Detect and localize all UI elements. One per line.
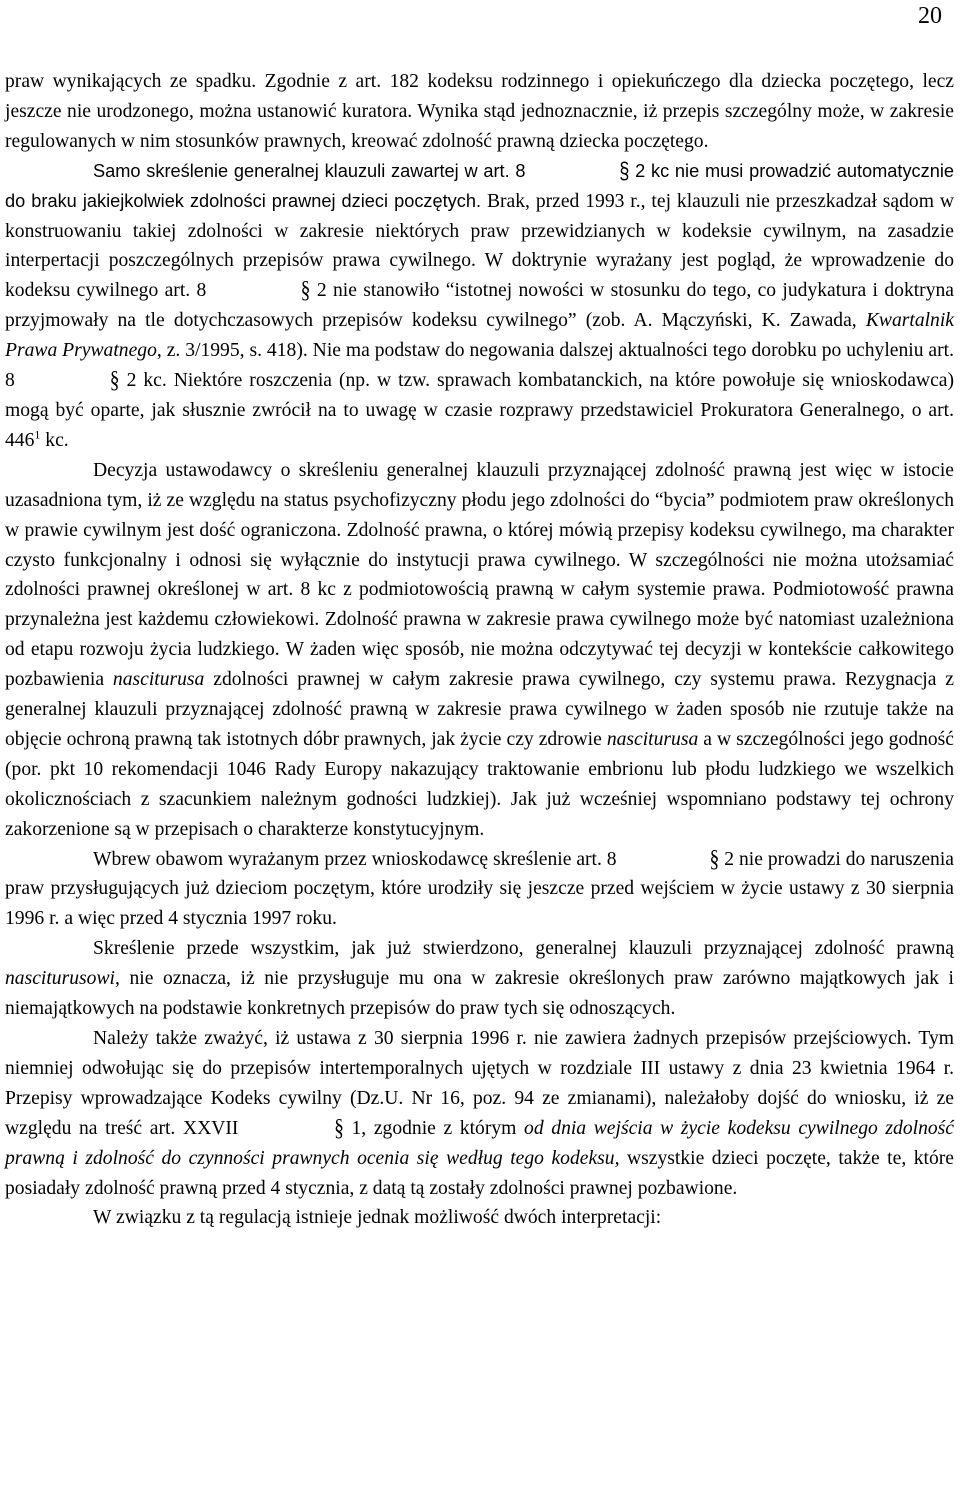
paragraph-1: praw wynikających ze spadku. Zgodnie z art. 182 kodeksu rodzinnego i opiekuńczego dla dziecka poczętego, lecz jeszcze nie urodzonego, można ustanowić kuratora. Wynika stąd jednoznacznie, iż przepis szczególny może, w zakresie regulowanych w nim stosunków prawnych, kreować zdolność prawną dziecka poczętego. [5,71,954,152]
italic-term: nasciturusa [606,728,699,750]
italic-term: nasciturusowi [5,968,115,990]
superscript: 1 [34,427,41,442]
paragraph-4: Wbrew obawom wyrażanym przez wnioskodawcę skreślenie art. 8 § 2 nie prowadzi do naruszenia praw przysługujących już dzieciom poczętym, które urodziły się jeszcze przed wejściem w życie ustawy z 30 sierpnia 1996 r. a więc przed 4 stycznia 1997 roku. [5,845,954,935]
section-sign: § [334,1114,344,1142]
section-sign: § [619,157,630,183]
section-sign: § [300,277,311,304]
page-number: 20 [918,3,942,29]
section-sign: § [709,845,720,873]
italic-term: nasciturusa [112,669,205,691]
paragraph-7: W związku z tą regulacją istnieje jednak możliwość dwóch interpretacji: [93,1207,662,1229]
sans-run: Samo skreślenie generalnej klauzuli zawartej w art. 8 § 2 kc nie musi prowadzić automatycznie do braku jakiejkolwiek zdolności prawnej dzieci poczętych. [5,161,954,211]
paragraph-2: Samo skreślenie generalnej klauzuli zawartej w art. 8 § 2 kc nie musi prowadzić automatycznie do braku jakiejkolwiek zdolności prawnej dzieci poczętych. Brak, przed 1993 r., tej klauzuli nie przeszkadzał sądom w konstruowaniu takiej zdolności w zakresie niektórych praw przewidzianych w kodeksie cywilnym, na zasadzie interpertacji poszczególnych przepisów prawa cywilnego. W doktrynie wyrażany jest pogląd, że wprowadzenie do kodeksu cywilnego art. 8 § 2 nie stanowiło “istotnej nowości w stosunku do tego, co judykatura i doktryna przyjmowały na tle dotychczasowych przepisów kodeksu cywilnego” (zob. A. Mączyński, K. Zawada, Kwartalnik Prawa Prywatnego, z. 3/1995, s. 418). Nie ma podstaw do negowania dalszej aktualności tego dorobku po uchyleniu art. 8 § 2 kc. Niektóre roszczenia (np. w tzw. sprawach kombatanckich, na które powołuje się wnioskodawca) mogą być oparte, jak słusznie zwrócił na to uwagę w czasie rozprawy przedstawiciel Prokuratora Generalnego, o art. $446^1$ kc. [5,157,954,456]
paragraph-3: Decyzja ustawodawcy o skreśleniu generalnej klauzuli przyznającej zdolność prawną jest więc w istocie uzasadniona tym, iż ze względu na status psychofizyczny płodu jego zdolności do “bycia” podmiotem praw określonych w prawie cywilnym jest dość ograniczona. Zdolność prawna, o której mówią przepisy kodeksu cywilnego, ma charakter czysto funkcjonalny i odnosi się wyłącznie do instytucji prawa cywilnego. W szczególności nie można utożsamiać zdolności prawnej określonej w art. 8 kc z podmiotowością prawną w całym systemie prawa. Podmiotowość prawna przynależna jest każdemu człowiekowi. Zdolność prawna w zakresie prawa cywilnego może być natomiast uzależniona od etapu rozwoju życia ludzkiego. W żaden więc sposób, nie można odczytywać tej decyzji w kontekście całkowitego pozbawienia nasciturusa zdolności prawnej w całym zakresie prawa cywilnego, czy systemu prawa. Rezygnacja z generalnej klauzuli przyznającej zdolność prawną w zakresie prawa cywilnego w żaden sposób nie rzutuje także na objęcie ochroną prawną tak istotnych dóbr prawnych, jak życie czy zdrowie nasciturusa a w szczególności jego godność (por. pkt 10 rekomendacji 1046 Rady Europy nakazujący traktowanie embrionu lub płodu ludzkiego we wszelkich okolicznościach z szacunkiem należnym godności ludzkiej). Jak już wcześniej wspomniano podstawy tej ochrony zakorzenione są w przepisach o charakterze konstytucyjnym. [5,459,954,840]
journal-title: Kwartalnik Prawa Prywatnego [5,310,954,362]
body-text [5,67,954,1233]
italic-quote: od dnia wejścia w życie kodeksu cywilnego zdolność prawną i zdolność do czynności prawnych ocenia się według tego kodeksu, [5,1117,954,1169]
paragraph-6: Należy także zważyć, iż ustawa z 30 sierpnia 1996 r. nie zawiera żadnych przepisów przejściowych. Tym niemniej odwołując się do przepisów intertemporalnych ujętych w rozdziale III ustawy z dnia 23 kwietnia 1964 r. Przepisy wprowadzające Kodeks cywilny (Dz.U. Nr 16, poz. 94 ze zmianami), należałoby dojść do wniosku, iż ze względu na treść art. XXVII § 1, zgodnie z którym od dnia wejścia w życie kodeksu cywilnego zdolność prawną i zdolność do czynności prawnych ocenia się według tego kodeksu, wszystkie dzieci poczęte, także te, które posiadały zdolność prawną przed 4 stycznia, z datą tą zostały zdolności prawnej pozbawione. [5,1028,955,1199]
section-sign: § [109,367,120,394]
paragraph-5: Skreślenie przede wszystkim, jak już stwierdzono, generalnej klauzuli przyznającej zdolność prawną nasciturusowi, nie oznacza, iż nie przysługuje mu ona w zakresie określonych praw zarówno majątkowych jak i niemajątkowych na podstawie konkretnych przepisów do praw tych się odnoszących. [5,938,954,1020]
